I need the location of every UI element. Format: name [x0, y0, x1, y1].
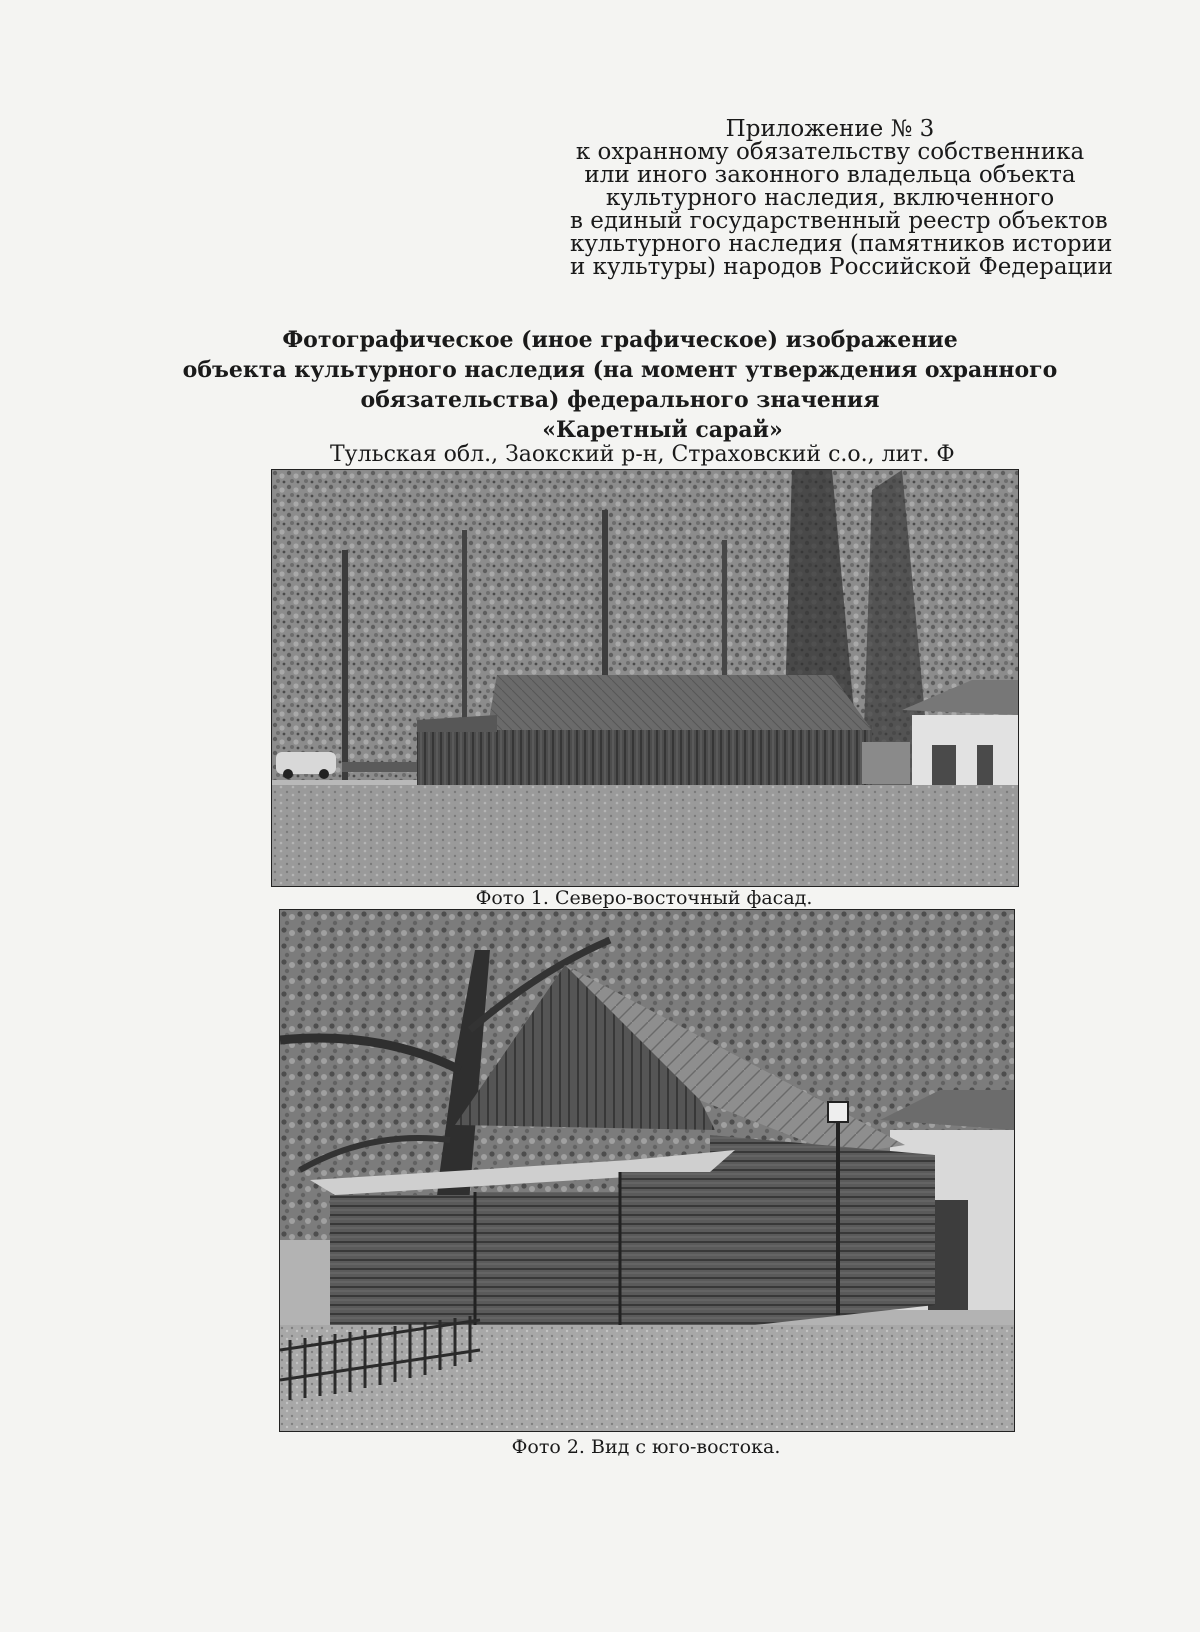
object-name: «Каретный сарай»	[542, 417, 783, 443]
appendix-line: культурного наследия, включенного	[605, 185, 1055, 211]
photo-northeast-facade	[271, 469, 1019, 887]
appendix-line: культурного наследия (памятников истории	[570, 231, 1113, 257]
object-address: Тульская обл., Заокский р-н, Страховский с.о., лит. Ф	[330, 442, 955, 467]
photo-caption: Фото 2. Вид с юго-востока.	[511, 1436, 781, 1458]
photo-caption: Фото 1. Северо-восточный фасад.	[475, 887, 813, 909]
appendix-header	[570, 116, 1113, 280]
title-line: Фотографическое (иное графическое) изображение	[282, 327, 958, 353]
appendix-line: и культуры) народов Российской Федерации	[570, 254, 1113, 280]
appendix-line: в единый государственный реестр объектов	[570, 208, 1108, 234]
title-line: объекта культурного наследия (на момент утверждения охранного	[182, 357, 1058, 383]
photo-southeast-view	[279, 909, 1015, 1432]
appendix-line: или иного законного владельца объекта	[584, 162, 1076, 188]
appendix-line: к охранному обязательству собственника	[575, 139, 1085, 165]
appendix-line: Приложение № 3	[725, 116, 935, 142]
title-line: обязательства) федерального значения	[360, 387, 880, 413]
document-title	[160, 325, 1080, 445]
